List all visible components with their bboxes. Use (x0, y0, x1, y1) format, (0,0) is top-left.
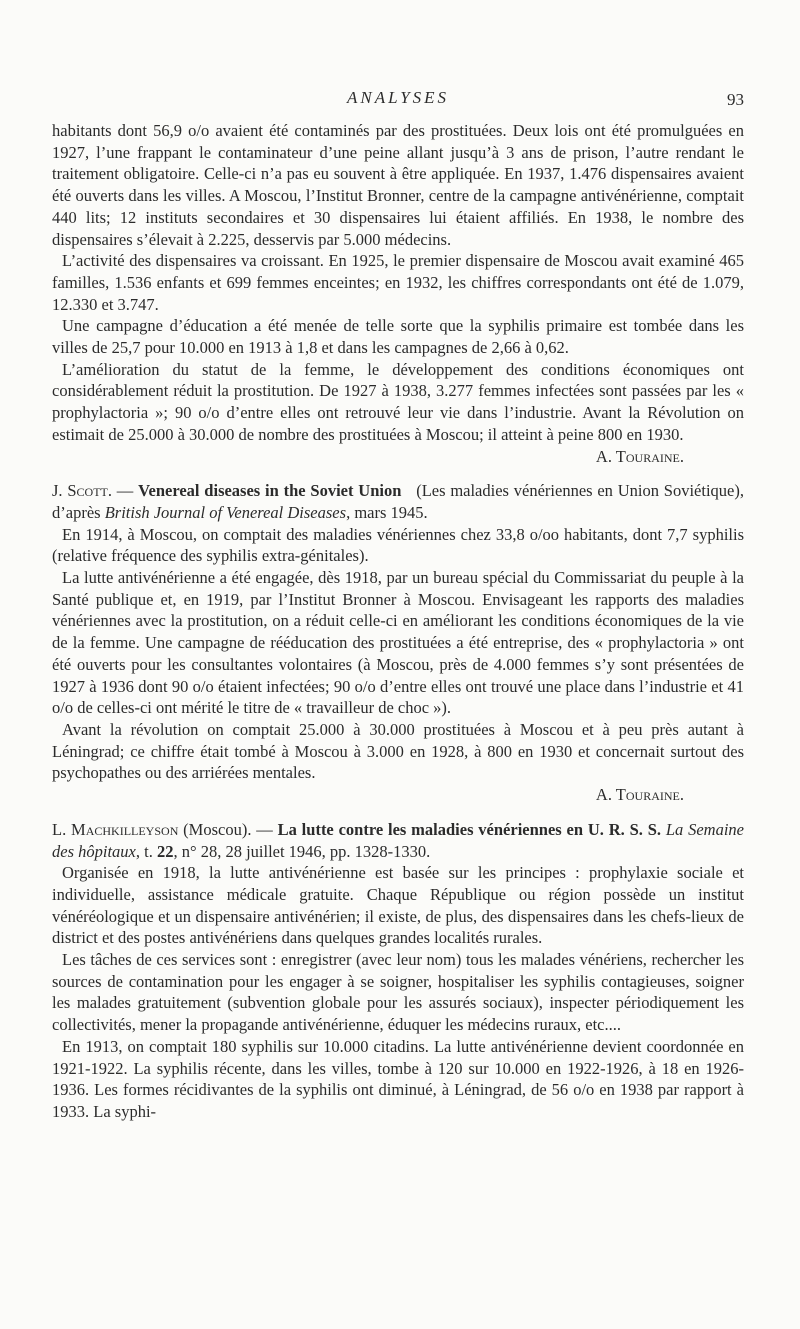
review-subtitle: (Les maladies vénériennes en Union Soviétique), d’après (52, 481, 744, 522)
page-body (52, 120, 744, 1123)
section-gap (52, 806, 744, 819)
review-source: La Semaine des hôpitaux (52, 819, 744, 861)
review-source: British Journal of Venereal Diseases (104, 502, 347, 522)
review-signature: A. Touraine. (595, 785, 684, 805)
paragraph: La lutte antivénérienne a été engagée, dès 1918, par un bureau spécial du Commissariat du peuple à la Santé publique et, en 1919, par l’Institut Bronner à Moscou. Envisageant les rapports des maladies vénériennes avec la prostitution, on a réduit celle-ci en améliorant les conditions économiques de la vie de la femme. Une campagne de rééducation des prostituées a été entreprise, des « prophylactoria » ont été ouverts pour les consultantes volontaires (à Moscou, près de 4.000 femmes s’y sont présentées de 1927 à 1936 dont 90 o/o étaient infectées; 90 o/o d’entre elles ont trouvé une place dans l’industrie et 41 o/o de celles-ci ont mérité le titre de « travailleur de choc »). (52, 568, 744, 718)
heading-dash: — (111, 481, 139, 501)
review-volume: 22 (156, 841, 174, 861)
running-title: ANALYSES (346, 88, 450, 107)
review-citation: , n° 28, 28 juillet 1946, pp. 1328-1330. (173, 841, 431, 861)
paragraph: Une campagne d’éducation a été menée de telle sorte que la syphilis primaire est tombée dans les villes de 25,7 pour 10.000 en 1913 à 1,8 et dans les campagnes de 2,66 à 0,62. (52, 316, 744, 358)
review-title: Venereal diseases in the Soviet Union (138, 481, 402, 501)
review-author: L. Machkilleyson (52, 819, 179, 839)
review-signature: A. Touraine. (595, 446, 684, 466)
review-vol-prefix: , t. (135, 841, 157, 861)
paragraph: L’amélioration du statut de la femme, le développement des conditions économiques ont considérablement réduit la prostitution. De 1927 à 1938, 3.277 femmes infectées sont passées par les « prophylactoria »; 90 o/o d’entre elles ont retrouvé leur vie dans l’industrie. Avant la Révolution on estimait de 25.000 à 30.000 de nombre des prostituées à Moscou; il atteint à peine 800 en 1930. (52, 359, 744, 444)
paragraph: L’activité des dispensaires va croissant. En 1925, le premier dispensaire de Moscou avait examiné 465 familles, 1.536 enfants et 699 femmes enceintes; en 1932, les chiffres correspondants ont été de 1.079, 12.330 et 3.747. (52, 251, 744, 314)
paragraph: Avant la révolution on comptait 25.000 à 30.000 prostituées à Moscou et à peu près autant à Léningrad; ce chiffre était tombé à Moscou à 3.000 en 1928, à 800 en 1930 et concernait surtout des psychopathes ou des arriérées mentales. (52, 719, 744, 783)
review-author: J. Scott. (52, 481, 112, 501)
review-date: , mars 1945. (346, 502, 428, 522)
paragraph: Organisée en 1918, la lutte antivénérienne est basée sur les principes : prophylaxie sociale et individuelle, assistance médicale gratuite. Chaque République ou région possède un institut vénéréologique et un dispensaire antivénérien; il existe, de plus, des dispensaires dans les chefs-lieux de district et des postes antivénériens dans quelques grandes localités rurales. (52, 863, 744, 948)
paragraph: habitants dont 56,9 o/o avaient été contaminés par des prostituées. Deux lois ont été promulguées en 1927, l’une frappant le contaminateur d’une peine allant jusqu’à 3 ans de prison, l’autre rendant le traitement obligatoire. Celle-ci n’a pas eu souvent à être appliquée. En 1937, 1.476 dispensaires avaient été ouverts dans les villes. A Moscou, l’Institut Bronner, centre de la campagne antivénérienne, comptait 440 lits; 12 instituts secondaires et 30 dispensaires lui étaient affiliés. En 1938, le nombre des dispensaires s’élevait à 2.225, desservis par 5.000 médecins. (52, 121, 744, 249)
review-title: La lutte contre les maladies vénériennes en U. R. S. S. (277, 819, 662, 839)
page-number: 93 (727, 90, 744, 109)
page-header (52, 88, 744, 110)
section-gap (52, 467, 744, 480)
paragraph: En 1914, à Moscou, on comptait des maladies vénériennes chez 33,8 o/oo habitants, dont 7,7 syphilis (relative fréquence des syphilis extra-génitales). (52, 524, 744, 566)
paragraph: En 1913, on comptait 180 syphilis sur 10.000 citadins. La lutte antivénérienne devient coordonnée en 1921-1922. La syphilis récente, dans les villes, tombe à 120 sur 10.000 en 1922-1926, à 18 en 1926-1936. Les formes récidivantes de la syphilis ont diminué, à Léningrad, de 56 o/o en 1938 par rapport à 1933. La syphi- (52, 1036, 744, 1121)
review-affiliation: (Moscou). — (178, 819, 278, 839)
paragraph: Les tâches de ces services sont : enregistrer (avec leur nom) tous les malades vénériens, rechercher les sources de contamination pour les engager à se soigner, hospitaliser les syphilis contagieuses, soigner les malades gratuitement (subvention globale pour les assurés sociaux), inspecter périodiquement les collectivités, mener la propagande antivénérienne, éduquer les médecins ruraux, etc.... (52, 950, 744, 1035)
review-heading (52, 480, 744, 523)
review-heading (52, 819, 744, 862)
